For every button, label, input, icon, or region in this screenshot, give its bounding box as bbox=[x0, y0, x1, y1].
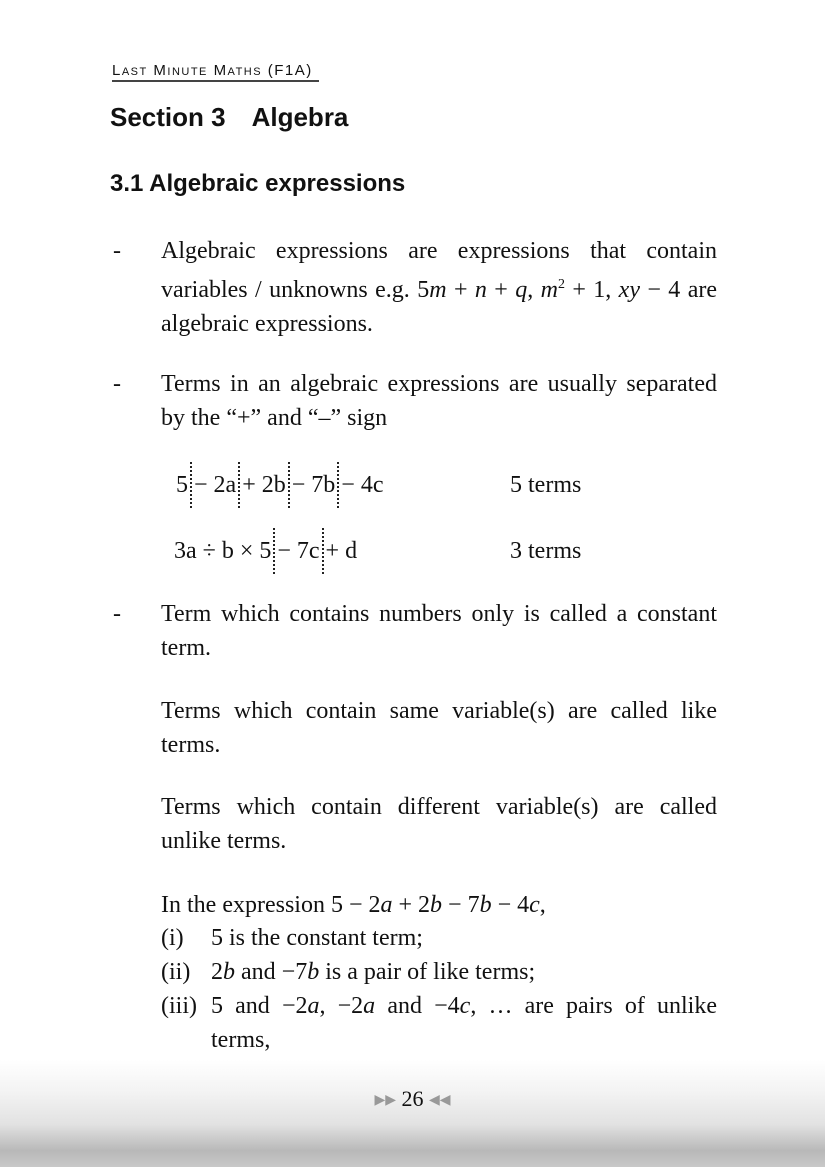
text-segment: , bbox=[527, 277, 541, 303]
text-segment: , … are pairs of unlike terms, bbox=[211, 993, 717, 1053]
math-variable: b bbox=[223, 959, 235, 985]
text-segment: + bbox=[446, 277, 475, 303]
subsection-heading: 3.1 Algebraic expressions bbox=[110, 170, 406, 197]
paragraph bbox=[161, 888, 717, 922]
math-variable: xy bbox=[618, 277, 640, 303]
text-segment: − 4 are algebraic expressions. bbox=[161, 277, 717, 337]
paragraph bbox=[161, 597, 717, 665]
text-segment: 5 is the constant term; bbox=[211, 925, 423, 951]
text-segment: In the expression 5 − 2 bbox=[161, 892, 381, 918]
double-arrow-right-icon: ▶▶ bbox=[374, 1093, 396, 1108]
text-segment: 5 and −2 bbox=[211, 993, 308, 1019]
list-number: (ii) bbox=[161, 959, 191, 985]
section-number: Section 3 bbox=[110, 102, 226, 132]
page-footer-band bbox=[0, 1060, 825, 1167]
math-variable: m bbox=[540, 277, 558, 303]
list-number: (iii) bbox=[161, 993, 197, 1019]
text-segment: , bbox=[539, 892, 546, 918]
math-variable: a bbox=[363, 993, 376, 1019]
math-variable: m bbox=[429, 277, 447, 303]
text-segment: Algebraic expressions are expressions that contain variables / unknowns e.g. 5 bbox=[161, 238, 717, 303]
text-segment: and −4 bbox=[375, 993, 460, 1019]
bullet-dash: - bbox=[113, 601, 121, 627]
math-variable: b bbox=[430, 892, 443, 918]
paragraph bbox=[161, 790, 717, 858]
term-count: 5 terms bbox=[510, 472, 582, 498]
expression-term: − 2a bbox=[192, 462, 240, 508]
text-segment: , −2 bbox=[319, 993, 364, 1019]
text-segment: is a pair of like terms; bbox=[319, 959, 536, 985]
expression-term: − 7c bbox=[275, 528, 323, 574]
example-expression bbox=[174, 468, 385, 502]
list-item bbox=[161, 955, 717, 989]
list-text bbox=[211, 989, 717, 1057]
list-text bbox=[211, 955, 717, 989]
section-title: Algebra bbox=[251, 102, 349, 132]
text-segment: − 7 bbox=[442, 892, 480, 918]
list-item bbox=[161, 989, 717, 1057]
page-number bbox=[0, 1086, 825, 1112]
double-arrow-left-icon: ◀◀ bbox=[429, 1093, 451, 1108]
running-header: Last Minute Maths (F1A) bbox=[112, 62, 319, 82]
expression-term: 3a ÷ b × 5 bbox=[172, 528, 275, 574]
math-variable: c bbox=[529, 892, 540, 918]
text-segment: + bbox=[486, 277, 516, 303]
paragraph bbox=[161, 694, 717, 762]
paragraph bbox=[161, 234, 717, 341]
math-variable: c bbox=[459, 993, 471, 1019]
expression-term: + d bbox=[325, 538, 358, 564]
page-number-text: 26 bbox=[401, 1086, 424, 1111]
math-variable: q bbox=[515, 277, 528, 303]
list-item bbox=[161, 921, 717, 955]
math-variable: n bbox=[474, 277, 487, 303]
text-segment: Terms which contain same variable(s) are called like terms. bbox=[161, 698, 717, 758]
bullet-dash: - bbox=[113, 238, 121, 264]
text-segment: + 1, bbox=[564, 277, 619, 303]
expression-term: − 7b bbox=[290, 462, 340, 508]
expression-term: 5 bbox=[174, 462, 192, 508]
text-segment: and −7 bbox=[235, 959, 308, 985]
text-segment: + 2 bbox=[392, 892, 431, 918]
text-segment: 2 bbox=[211, 959, 223, 985]
text-segment: Terms in an algebraic expressions are usually separated by the “+” and “–” sign bbox=[161, 371, 717, 431]
paragraph bbox=[161, 367, 717, 435]
expression-term: − 4c bbox=[341, 472, 384, 498]
section-heading bbox=[110, 102, 348, 133]
bullet-dash: - bbox=[113, 371, 121, 397]
text-segment: Term which contains numbers only is called a constant term. bbox=[161, 601, 717, 661]
math-variable: a bbox=[380, 892, 393, 918]
example-expression bbox=[172, 534, 359, 568]
math-variable: b bbox=[307, 959, 320, 985]
expression-term: + 2b bbox=[240, 462, 290, 508]
text-segment: 2 bbox=[557, 277, 565, 292]
math-variable: a bbox=[307, 993, 320, 1019]
list-text bbox=[211, 921, 717, 955]
text-segment: Terms which contain different variable(s) are called unlike terms. bbox=[161, 794, 717, 854]
term-count: 3 terms bbox=[510, 538, 582, 564]
text-segment: − 4 bbox=[491, 892, 530, 918]
example-list bbox=[161, 921, 717, 1057]
list-number: (i) bbox=[161, 925, 184, 951]
math-variable: b bbox=[479, 892, 492, 918]
